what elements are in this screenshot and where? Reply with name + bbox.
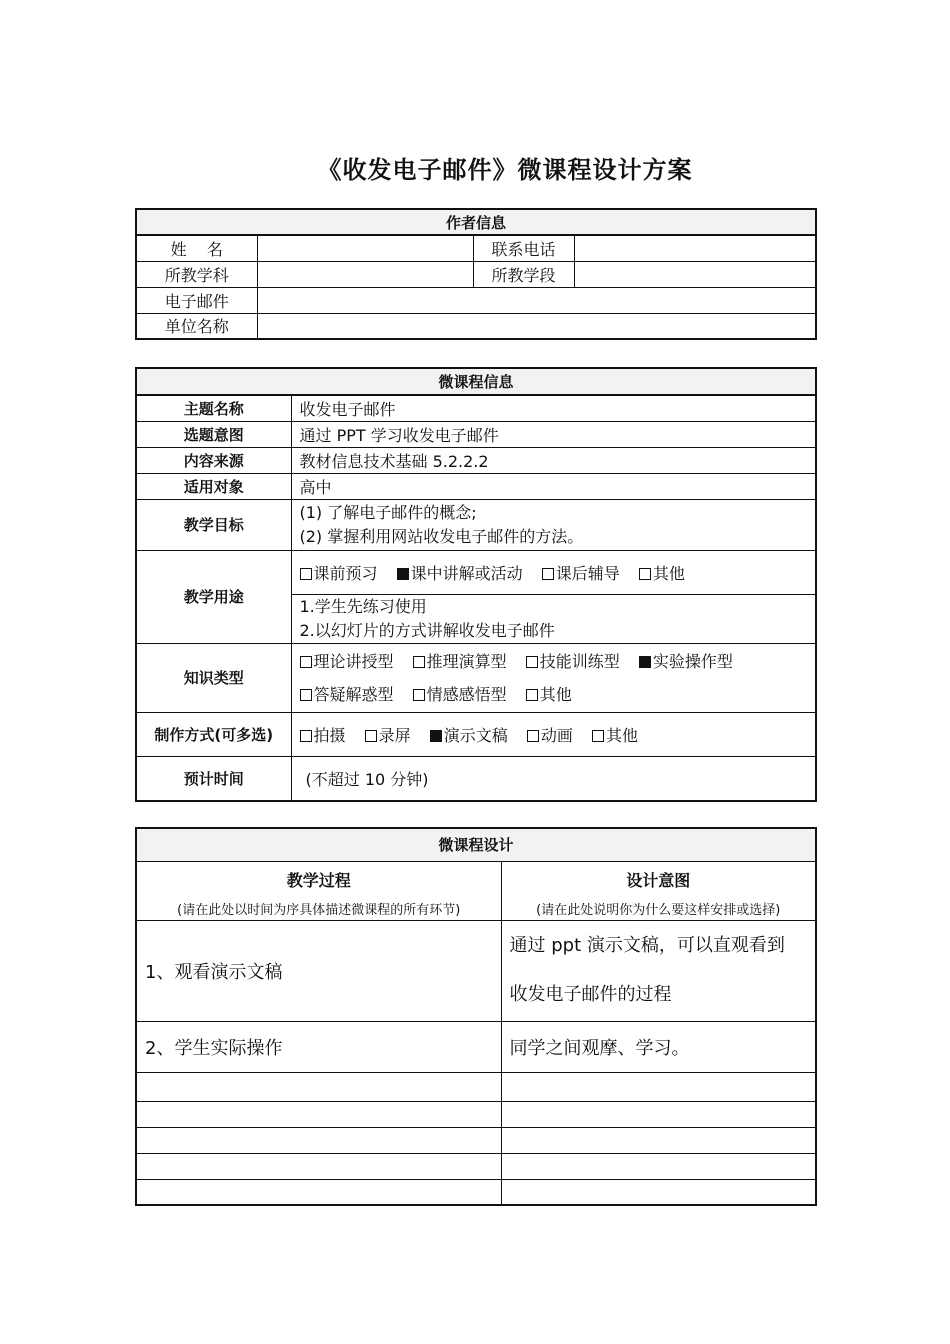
- knowledge-option[interactable]: [526, 685, 572, 704]
- checkbox-icon[interactable]: [413, 656, 425, 668]
- option-label: 其他: [539, 684, 572, 704]
- goal-value: [291, 499, 816, 550]
- process-cell-empty[interactable]: [136, 1072, 501, 1101]
- checkbox-icon[interactable]: [300, 689, 312, 701]
- checkbox-icon[interactable]: [365, 730, 377, 742]
- checkbox-icon[interactable]: [526, 689, 538, 701]
- time-label: 预计时间: [136, 756, 291, 801]
- checkbox-icon[interactable]: [300, 656, 312, 668]
- intent-column-header: [501, 861, 816, 920]
- option-label: 动画: [540, 725, 573, 745]
- checkbox-icon[interactable]: [639, 656, 651, 668]
- author-info-header: 作者信息: [136, 209, 816, 235]
- checkbox-icon[interactable]: [639, 568, 651, 580]
- usage-option[interactable]: [397, 564, 523, 583]
- goal-line: (2) 掌握利用网站收发电子邮件的方法。: [299, 526, 584, 546]
- option-label: 答疑解惑型: [313, 684, 394, 704]
- intent-hint: (请在此处说明你为什么要这样安排或选择): [536, 902, 781, 918]
- option-label: 课中讲解或活动: [410, 563, 523, 583]
- option-label: 课后辅导: [555, 563, 620, 583]
- checkbox-icon[interactable]: [527, 730, 539, 742]
- method-option[interactable]: [430, 726, 508, 745]
- option-label: 技能训练型: [539, 651, 620, 671]
- method-options: [291, 712, 816, 756]
- knowledge-option[interactable]: [526, 652, 620, 671]
- option-label: 拍摄: [313, 725, 346, 745]
- usage-note: 2.以幻灯片的方式讲解收发电子邮件: [299, 620, 555, 640]
- knowledge-option[interactable]: [413, 652, 507, 671]
- intent-cell: 同学之间观摩、学习。: [501, 1021, 816, 1072]
- usage-options: [291, 550, 816, 594]
- knowledge-label: 知识类型: [136, 643, 291, 712]
- knowledge-options: [291, 643, 816, 712]
- option-label: 课前预习: [313, 563, 378, 583]
- course-info-table: [135, 367, 817, 802]
- process-title: 教学过程: [286, 870, 351, 890]
- process-cell-empty[interactable]: [136, 1127, 501, 1153]
- source-value: 教材信息技术基础 5.2.2.2: [291, 447, 816, 473]
- process-column-header: [136, 861, 501, 920]
- intent-cell-empty[interactable]: [501, 1179, 816, 1205]
- goal-line: (1) 了解电子邮件的概念;: [299, 502, 477, 522]
- intent-value: 通过 PPT 学习收发电子邮件: [291, 421, 816, 447]
- unit-label: 单位名称: [136, 313, 257, 339]
- intent-cell-empty[interactable]: [501, 1101, 816, 1127]
- course-info-header: 微课程信息: [136, 368, 816, 395]
- topic-value: 收发电子邮件: [291, 395, 816, 421]
- intent-line: 通过 ppt 演示文稿，可以直观看到: [509, 934, 785, 956]
- intent-cell-empty[interactable]: [501, 1072, 816, 1101]
- usage-option[interactable]: [300, 564, 378, 583]
- process-cell-empty[interactable]: [136, 1153, 501, 1179]
- checkbox-icon[interactable]: [526, 656, 538, 668]
- option-label: 情感感悟型: [426, 684, 507, 704]
- usage-label: 教学用途: [136, 550, 291, 643]
- subject-field[interactable]: [257, 261, 473, 287]
- author-info-table: [135, 208, 817, 340]
- intent-cell: [501, 920, 816, 1021]
- intent-cell-empty[interactable]: [501, 1153, 816, 1179]
- course-design-header: 微课程设计: [136, 828, 816, 861]
- intent-cell-empty[interactable]: [501, 1127, 816, 1153]
- method-option[interactable]: [365, 726, 411, 745]
- usage-note: 1.学生先练习使用: [299, 596, 427, 616]
- option-label: 演示文稿: [443, 725, 508, 745]
- process-hint: (请在此处以时间为序具体描述微课程的所有环节): [177, 902, 461, 918]
- knowledge-option[interactable]: [413, 685, 507, 704]
- source-label: 内容来源: [136, 447, 291, 473]
- time-value: (不超过 10 分钟): [291, 756, 816, 801]
- checkbox-icon[interactable]: [397, 568, 409, 580]
- checkbox-icon[interactable]: [300, 730, 312, 742]
- unit-field[interactable]: [257, 313, 816, 339]
- option-label: 实验操作型: [652, 651, 733, 671]
- intent-label: 选题意图: [136, 421, 291, 447]
- checkbox-icon[interactable]: [300, 568, 312, 580]
- process-cell-empty[interactable]: [136, 1179, 501, 1205]
- name-label: 姓 名: [136, 235, 257, 261]
- option-label: 其他: [652, 563, 685, 583]
- method-option[interactable]: [592, 726, 638, 745]
- intent-title: 设计意图: [626, 870, 691, 890]
- grade-field[interactable]: [574, 261, 816, 287]
- subject-label: 所教学科: [136, 261, 257, 287]
- process-cell-empty[interactable]: [136, 1101, 501, 1127]
- name-field[interactable]: [257, 235, 473, 261]
- course-design-table: [135, 827, 817, 1206]
- checkbox-icon[interactable]: [430, 730, 442, 742]
- knowledge-option[interactable]: [639, 652, 733, 671]
- checkbox-icon[interactable]: [542, 568, 554, 580]
- goal-label: 教学目标: [136, 499, 291, 550]
- intent-line: 收发电子邮件的过程: [509, 983, 672, 1005]
- usage-notes: [291, 594, 816, 643]
- grade-label: 所教学段: [473, 261, 574, 287]
- process-cell: 2、学生实际操作: [136, 1021, 501, 1072]
- option-label: 理论讲授型: [313, 651, 394, 671]
- method-option[interactable]: [300, 726, 346, 745]
- page-title: 《收发电子邮件》微课程设计方案: [317, 156, 693, 184]
- method-option[interactable]: [527, 726, 573, 745]
- option-label: 录屏: [378, 725, 411, 745]
- knowledge-option[interactable]: [300, 685, 394, 704]
- email-field[interactable]: [257, 287, 816, 313]
- phone-field[interactable]: [574, 235, 816, 261]
- email-label: 电子邮件: [136, 287, 257, 313]
- usage-option[interactable]: [542, 564, 620, 583]
- topic-label: 主题名称: [136, 395, 291, 421]
- option-label: 其他: [605, 725, 638, 745]
- checkbox-icon[interactable]: [592, 730, 604, 742]
- target-label: 适用对象: [136, 473, 291, 499]
- phone-label: 联系电话: [473, 235, 574, 261]
- usage-option[interactable]: [639, 564, 685, 583]
- process-cell: 1、观看演示文稿: [136, 920, 501, 1021]
- method-label: 制作方式(可多选): [136, 712, 291, 756]
- checkbox-icon[interactable]: [413, 689, 425, 701]
- option-label: 推理演算型: [426, 651, 507, 671]
- target-value: 高中: [291, 473, 816, 499]
- knowledge-option[interactable]: [300, 652, 394, 671]
